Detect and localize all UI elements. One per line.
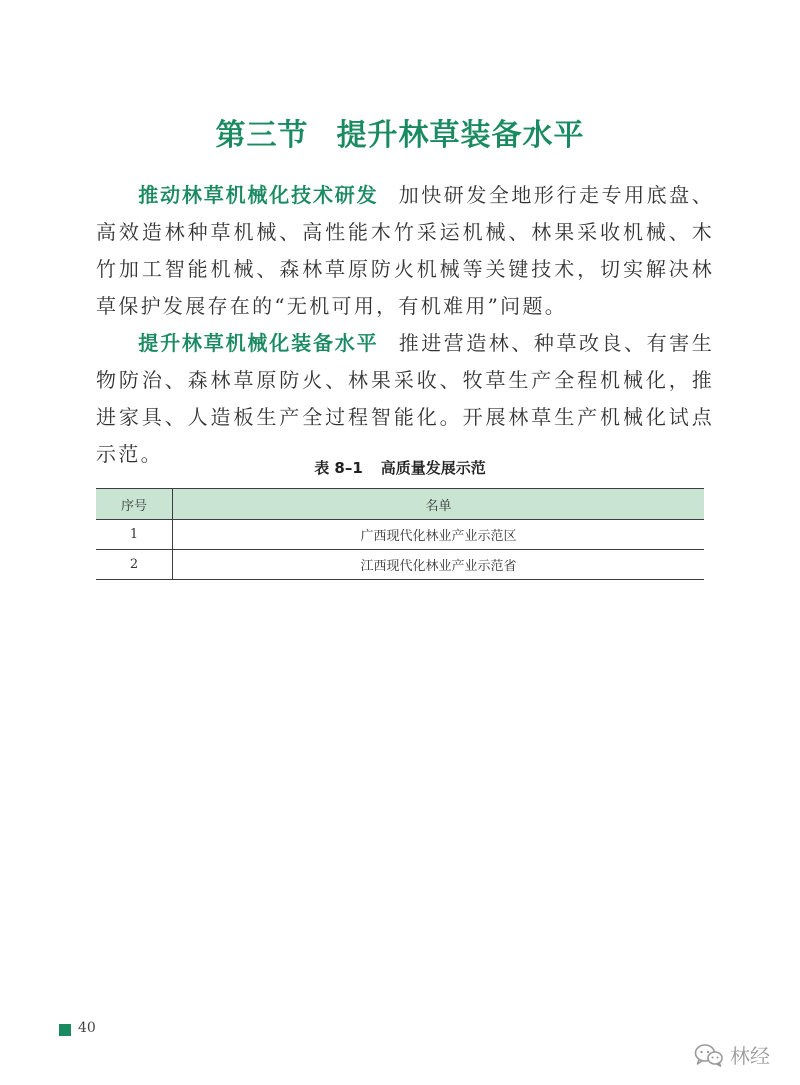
- row-name-cell: 江西现代化林业产业示范省: [173, 550, 705, 580]
- wechat-watermark: [694, 1040, 770, 1069]
- watermark-text: 林经: [730, 1044, 770, 1068]
- paragraph-rnd: [96, 177, 714, 325]
- section-heading: [0, 110, 800, 154]
- column-header-name: 名单: [173, 489, 705, 520]
- paragraph-text: 加快研发全地形行走专用底盘、高效造林种草机械、高性能木竹采运机械、林果采收机械、木竹加工智能机械、森林草原防火机械等关键技术，切实解决林草保护发展存在的“无机可用，有机难用”问题。: [96, 183, 715, 318]
- row-number-cell: 2: [96, 550, 173, 580]
- table-row: [96, 550, 704, 580]
- paragraph-text: 推进营造林、种草改良、有害生物防治、森林草原防火、林果采收、牧草生产全程机械化，推进家具、人造板生产全过程智能化。开展林草生产机械化试点示范。: [96, 331, 715, 466]
- paragraph-lead: 提升林草机械化装备水平: [138, 331, 379, 355]
- table-header-row: [96, 489, 704, 520]
- table-row: [96, 520, 704, 550]
- page-number: 40: [78, 1020, 96, 1036]
- row-number-cell: 1: [96, 520, 173, 550]
- page-marker-square: [59, 1024, 71, 1036]
- column-header-number: 序号: [96, 489, 173, 520]
- table-caption: [0, 457, 800, 478]
- demonstration-table: [96, 488, 704, 580]
- table-caption-title: 高质量发展示范: [380, 459, 486, 477]
- row-name-cell: 广西现代化林业产业示范区: [173, 520, 705, 550]
- table-caption-number: 表 8–1: [314, 459, 363, 477]
- paragraph-equipment: [96, 325, 714, 473]
- section-number: 第三节: [215, 118, 309, 153]
- paragraph-lead: 推动林草机械化技术研发: [138, 183, 379, 207]
- wechat-icon: [694, 1043, 724, 1067]
- section-title: 提升林草装备水平: [336, 118, 585, 153]
